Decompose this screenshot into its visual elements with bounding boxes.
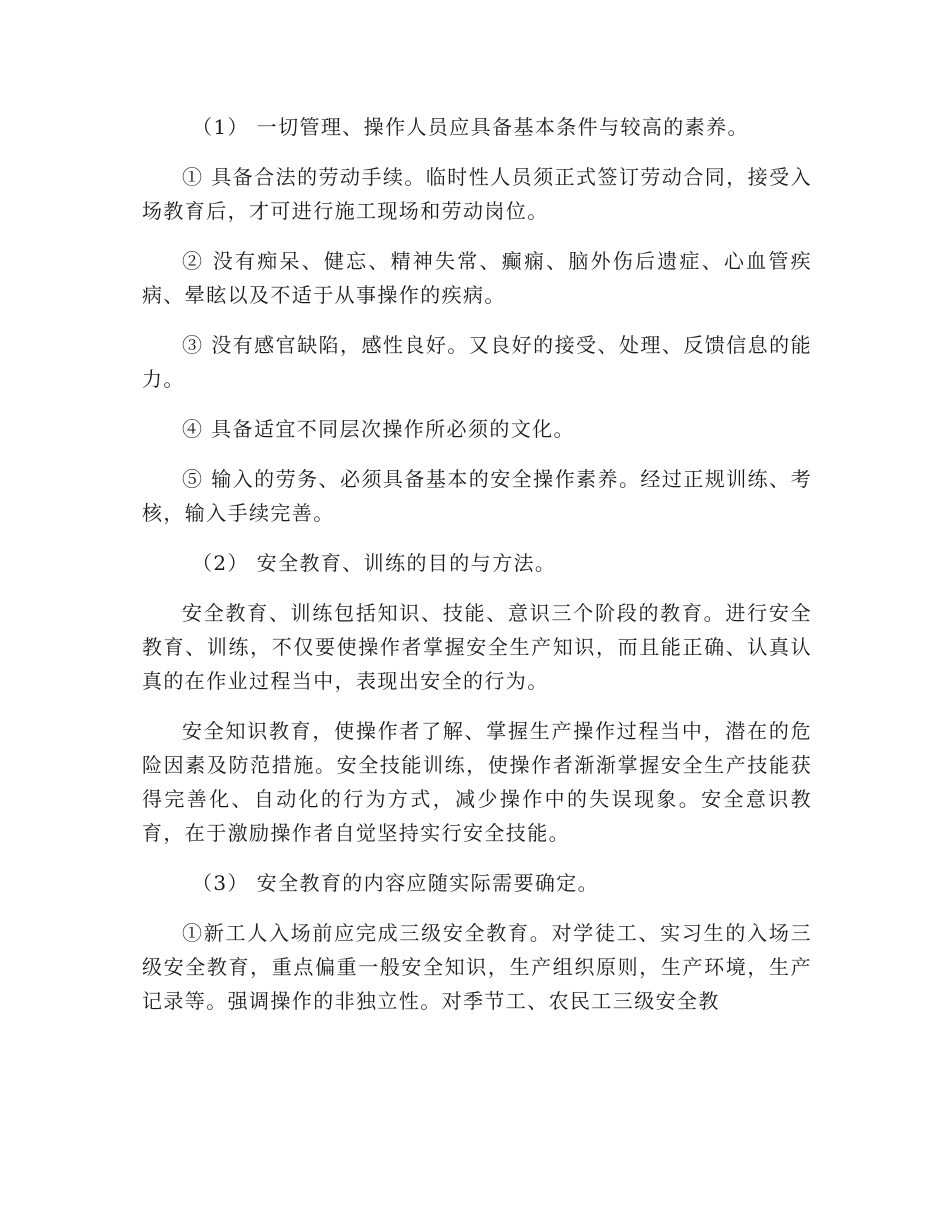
paragraph-training-overview: 安全教育、训练包括知识、技能、意识三个阶段的教育。进行安全教育、训练，不仅要使操作者掌握安全生产知识，而且能正确、认真认真的在作业过程当中，表现出安全的行为。: [142, 601, 812, 693]
paragraph-new-workers: ①新工人入场前应完成三级安全教育。对学徒工、实习生的入场三级安全教育，重点偏重一般安全知识，生产组织原则，生产环境，生产记录等。强调操作的非独立性。对季节工、农民工三级安全教: [142, 921, 812, 1013]
heading-1: （1） 一切管理、操作人员应具备基本条件与较高的素养。: [192, 115, 749, 139]
paragraph-item-4: ④ 具备适宜不同层次操作所必须的文化。: [182, 417, 575, 441]
paragraph-knowledge-education: 安全知识教育，使操作者了解、掌握生产操作过程当中，潜在的危险因素及防范措施。安全技能训练，使操作者渐渐掌握安全生产技能获得完善化、自动化的行为方式，减少操作中的失误现象。安全意识教育，在于激励操作者自觉坚持实行安全技能。: [142, 719, 812, 845]
paragraph-item-3: ③ 没有感官缺陷，感性良好。又良好的接受、处理、反馈信息的能力。: [142, 333, 812, 391]
paragraph-item-2: ② 没有痴呆、健忘、精神失常、癫痫、脑外伤后遗症、心血管疾病、晕眩以及不适于从事操作的疾病。: [142, 249, 812, 307]
document-body: [142, 110, 812, 1018]
paragraph-item-5: ⑤ 输入的劳务、必须具备基本的安全操作素养。经过正规训练、考核，输入手续完善。: [142, 467, 812, 525]
heading-3: （3） 安全教育的内容应随实际需要确定。: [192, 871, 600, 895]
paragraph-item-1: ① 具备合法的劳动手续。临时性人员须正式签订劳动合同，接受入场教育后，才可进行施工现场和劳动岗位。: [142, 165, 812, 223]
heading-2: （2） 安全教育、训练的目的与方法。: [192, 551, 557, 575]
